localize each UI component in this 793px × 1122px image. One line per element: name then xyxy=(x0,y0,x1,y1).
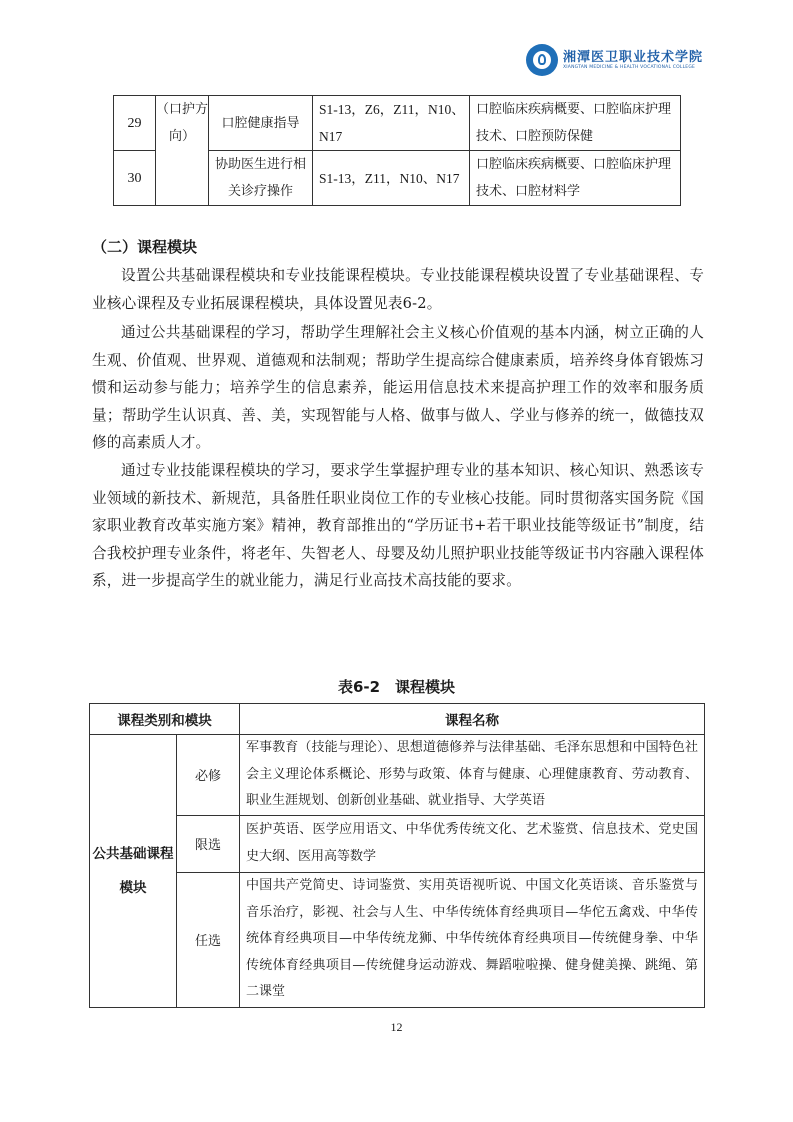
logo-english-name: XIANGTAN MEDICINE & HEALTH VOCATIONAL COLLEGE xyxy=(563,64,696,70)
course-module-table xyxy=(89,703,705,1008)
support-courses: 口腔临床疾病概要、口腔临床护理技术、口腔材料学 xyxy=(470,151,681,206)
header-category: 课程类别和模块 xyxy=(90,704,240,735)
group-label: （口护方向） xyxy=(156,96,209,206)
competency-codes: S1-13，Z6，Z11，N10、N17 xyxy=(313,96,470,151)
task-course-table xyxy=(113,95,681,206)
paragraph: 设置公共基础课程模块和专业技能课程模块。专业技能课程模块设置了专业基础课程、专业核心课程及专业拓展课程模块，具体设置见表6-2。 xyxy=(92,267,704,312)
course-list: 医护英语、医学应用语文、中华优秀传统文化、艺术鉴赏、信息技术、党史国史大纲、医用高等数学 xyxy=(240,815,705,872)
header-course-name: 课程名称 xyxy=(240,704,705,735)
support-courses: 口腔临床疾病概要、口腔临床护理技术、口腔预防保健 xyxy=(470,96,681,151)
course-type: 限选 xyxy=(177,815,240,872)
course-type: 任选 xyxy=(177,872,240,1007)
course-list: 中国共产党简史、诗词鉴赏、实用英语视听说、中国文化英语谈、音乐鉴赏与音乐治疗，影视、社会与人生、中华传统体育经典项目—华佗五禽戏、中华传统体育经典项目—中华传统龙狮、中华传统体育经典项目—传统健身拳、中华传统体育经典项目—传统健身运动游戏、舞蹈啦啦操、健身健美操、跳绳、第二课堂 xyxy=(240,872,705,1007)
course-list: 军事教育（技能与理论）、思想道德修养与法律基础、毛泽东思想和中国特色社会主义理论体系概论、形势与政策、体育与健康、心理健康教育、劳动教育、职业生涯规划、创新创业基础、就业指导、大学英语 xyxy=(240,735,705,816)
paragraph: 通过专业技能课程模块的学习，要求学生掌握护理专业的基本知识、核心知识、熟悉该专业领域的新技术、新规范，具备胜任职业岗位工作的专业核心技能。同时贯彻落实国务院《国家职业教育改革实施方案》精神，教育部推出的“学历证书+若干职业技能等级证书”制度，结合我校护理专业条件，将老年、失智老人、母婴及幼儿照护职业技能等级证书内容融入课程体系，进一步提高学生的就业能力，满足行业高技术高技能的要求。 xyxy=(92,462,704,590)
section-heading: （二）课程模块 xyxy=(92,238,198,256)
course-type: 必修 xyxy=(177,735,240,816)
task-name: 口腔健康指导 xyxy=(209,96,313,151)
paragraph: 通过公共基础课程的学习，帮助学生理解社会主义核心价值观的基本内涵，树立正确的人生观、价值观、世界观、道德观和法制观；帮助学生提高综合健康素质，培养终身体育锻炼习惯和运动参与能力；培养学生的信息素养，能运用信息技术来提高护理工作的效率和服务质量；帮助学生认识真、善、美，实现智能与人格、做事与做人、学业与修养的统一，做德技双修的高素质人才。 xyxy=(92,324,704,452)
page-number: 12 xyxy=(390,1020,403,1034)
table-row xyxy=(90,815,705,872)
task-name: 协助医生进行相关诊疗操作 xyxy=(209,151,313,206)
table-row xyxy=(114,96,681,151)
logo-chinese-name: 湘潭医卫职业技术学院 xyxy=(563,49,704,65)
row-number: 29 xyxy=(114,96,156,151)
table-row xyxy=(90,735,705,816)
college-emblem-icon xyxy=(526,44,558,76)
competency-codes: S1-13，Z11，N10、N17 xyxy=(313,151,470,206)
table-row xyxy=(90,872,705,1007)
category-label: 公共基础课程模块 xyxy=(90,735,177,1008)
row-number: 30 xyxy=(114,151,156,206)
college-logo xyxy=(526,44,703,76)
table-caption: 表6-2 课程模块 xyxy=(337,678,456,696)
table-header-row xyxy=(90,704,705,735)
